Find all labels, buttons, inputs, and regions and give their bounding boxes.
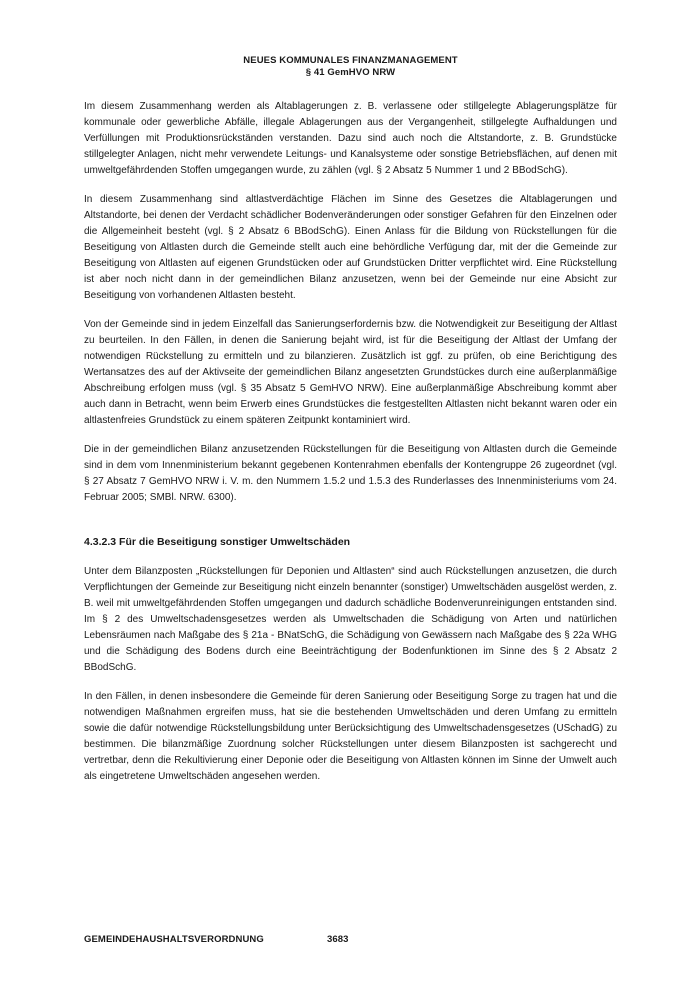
document-body — [84, 99, 617, 785]
paragraph: Unter dem Bilanzposten „Rückstellungen für Deponien und Altlasten“ sind auch Rückstellungen anzusetzen, die durch Verpflichtungen der Gemeinde zur Beseitigung nicht einzeln benannter (sonstiger) Umweltschäden ausgelöst werden, z. B. weil mit umweltgefährdenden Stoffen umgegangen und dadurch schädliche Bodenverunreinigungen entstanden sind. Im § 2 des Umweltschadensgesetzes werden als Umweltschaden die Schädigung von Arten und natürlichen Lebensräumen nach Maßgabe des § 21a - BNatSchG, die Schädigung von Gewässern nach Maßgabe des § 22a WHG und die Schädigung des Bodens durch eine Beeinträchtigung der Bodenfunktionen im Sinne des § 2 Absatz 2 BBodSchG. — [84, 566, 617, 673]
paragraph: Im diesem Zusammenhang werden als Altablagerungen z. B. verlassene oder stillgelegte Ablagerungsplätze für kommunale oder gewerbliche Abfälle, illegale Ablagerungen aus der Vergangenheit, stillgelegte Aufhaldungen und Verfüllungen mit Produktionsrückständen verstanden. Dazu sind auch noch die Altstandorte, z. B. Grundstücke stillgelegter Anlagen, nicht mehr verwendete Leitungs- und Kanalsysteme oder sonstige Betriebsflächen, auf denen mit umweltgefährdenden Stoffen umgegangen wurde, zu zählen (vgl. § 2 Absatz 5 Nummer 1 und 2 BBodSchG). — [84, 101, 617, 176]
document-header — [84, 55, 617, 79]
header-title: NEUES KOMMUNALES FINANZMANAGEMENT — [243, 55, 458, 66]
header-subtitle: § 41 GemHVO NRW — [305, 67, 396, 78]
paragraph: In diesem Zusammenhang sind altlastverdächtige Flächen im Sinne des Gesetzes die Altablagerungen und Altstandorte, bei denen der Verdacht schädlicher Bodenveränderungen oder sonstiger Gefahren für den Einzelnen oder die Allgemeinheit besteht (vgl. § 2 Absatz 6 BBodSchG). Einen Anlass für die Bildung von Rückstellungen für die Beseitigung von Altlasten durch die Gemeinde stellt auch eine behördliche Verfügung dar, mit der die Gemeinde zur Beseitigung von Altlasten auf eigenen Grundstücken oder auf Grundstücken Dritter verpflichtet wird. Eine Rückstellung ist aber noch nicht dann in der gemeindlichen Bilanz anzusetzen, wenn bei der Gemeinde nur eine Absicht zur Beseitigung von vorhandenen Altlasten besteht. — [84, 194, 617, 301]
paragraph: In den Fällen, in denen insbesondere die Gemeinde für deren Sanierung oder Beseitigung Sorge zu tragen hat und die notwendigen Maßnahmen ergreifen muss, hat sie die bestehenden Umweltschäden und deren Umfang zu ermitteln sowie die dafür notwendige Rückstellungsbildung unter Berücksichtigung des Umweltschadensgesetzes (USchadG) zu bestimmen. Die bilanzmäßige Zuordnung solcher Rückstellungen unter diesem Bilanzposten ist sachgerecht und vertretbar, denn die Rekultivierung einer Deponie oder die Beseitigung von Altlasten können im Sinne der Umwelt auch als eingetretene Umweltschäden angesehen werden. — [84, 691, 617, 782]
page-content — [84, 0, 617, 798]
section-heading: 4.3.2.3 Für die Beseitigung sonstiger Umweltschäden — [84, 536, 351, 548]
paragraph: Von der Gemeinde sind in jedem Einzelfall das Sanierungserfordernis bzw. die Notwendigkeit zur Beseitigung der Altlast zu beurteilen. In den Fällen, in denen die Sanierung bejaht wird, ist für die Beseitigung der Altlast der Umfang der notwendigen Rückstellung zu ermitteln und zu bilanzieren. Zusätzlich ist ggf. zu prüfen, ob eine Berichtigung des Wertansatzes des auf der Aktivseite der gemeindlichen Bilanz angesetzten Grundstückes durch eine außerplanmäßige Abschreibung erfolgen muss (vgl. § 35 Absatz 5 GemHVO NRW). Eine außerplanmäßige Abschreibung kommt aber auch dann in Betracht, wenn beim Erwerb eines Grundstückes die festgestellten Altlasten nicht bekannt waren oder ein altlastenfreies Grundstück zu einem späteren Zeitpunkt kontaminiert wird. — [84, 319, 617, 426]
footer-label: GEMEINDEHAUSHALTSVERORDNUNG — [84, 934, 264, 945]
footer-page-number: 3683 — [327, 934, 349, 945]
document-footer — [84, 934, 617, 946]
paragraph: Die in der gemeindlichen Bilanz anzusetzenden Rückstellungen für die Beseitigung von Altlasten durch die Gemeinde sind in dem vom Innenministerium bekannt gegebenen Kontenrahmen ebenfalls der Kontengruppe 26 zugeordnet (vgl. § 27 Absatz 7 GemHVO NRW i. V. m. den Nummern 1.5.2 und 1.5.3 des Runderlasses des Innenministeriums vom 24. Februar 2005; SMBl. NRW. 6300). — [84, 444, 617, 503]
